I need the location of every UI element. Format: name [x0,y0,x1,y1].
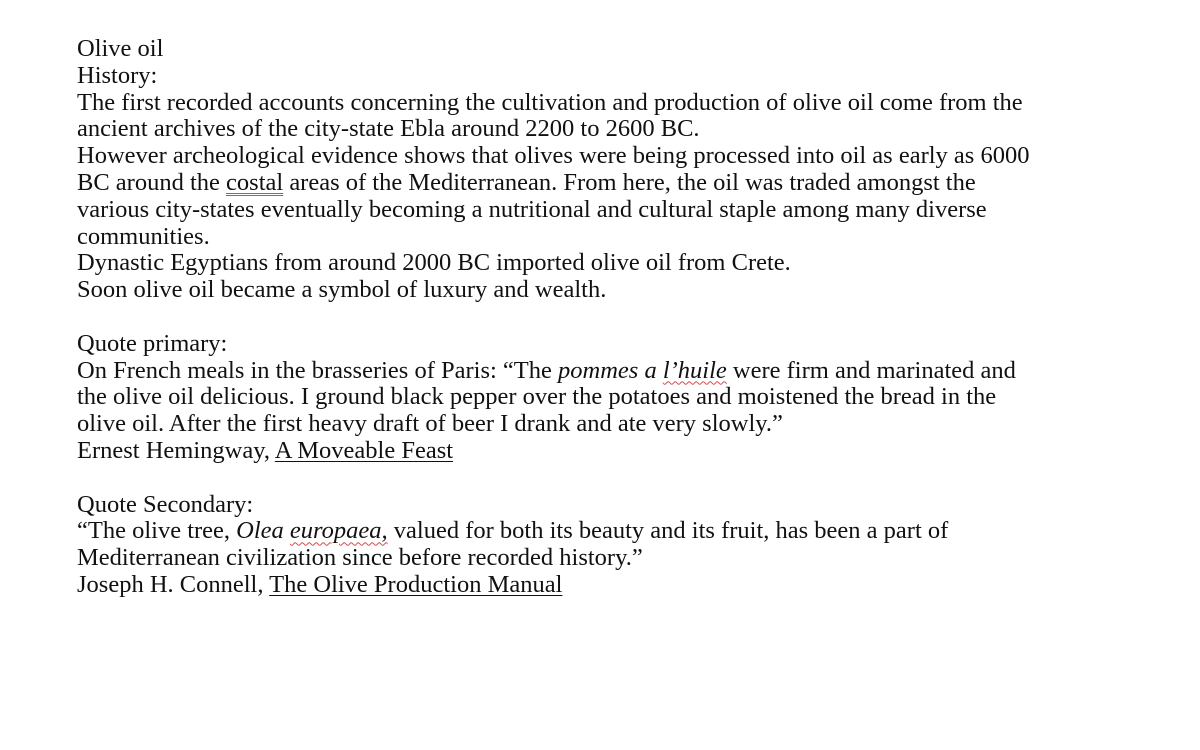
spelling-flagged-word[interactable]: europaea, [289,517,388,545]
history-paragraph-1-line-1: The first recorded accounts concerning the cultivation and production of olive oil come from the [77,88,1023,116]
history-paragraph-4: Soon olive oil became a symbol of luxury and wealth. [77,276,607,304]
text-run: BC around the [77,168,227,196]
work-title: The Olive Production Manual [269,570,563,598]
history-paragraph-2-line-1: However archeological evidence shows that olives were being processed into oil as early as 6000 [77,142,1030,170]
text-run: On French meals in the brasseries of Paris: “The [77,356,559,384]
history-paragraph-1-line-2: ancient archives of the city-state Ebla around 2200 to 2600 BC. [77,115,700,143]
quote-primary-attribution [77,438,1137,465]
history-paragraph-2-line-2 [77,170,1137,197]
document-title: Olive oil [77,35,164,62]
spelling-flagged-word[interactable]: l’huile [662,356,727,384]
quote-secondary-line-1 [77,518,1137,545]
quote-primary-line-2: the olive oil delicious. I ground black pepper over the potatoes and moistened the bread in the [77,383,997,411]
attribution-author: Ernest Hemingway, [77,436,275,464]
history-paragraph-2-line-4: communities. [77,222,210,250]
grammar-flagged-word[interactable]: costal [226,168,284,196]
quote-primary-line-3: olive oil. After the first heavy draft of beer I drank and ate very slowly.” [77,410,783,438]
text-run: “The olive tree, [77,517,237,545]
history-heading: History: [77,61,158,89]
quote-secondary-attribution [77,572,1137,599]
quote-secondary-line-2: Mediterranean civilization since before recorded history.” [77,544,643,572]
empty-line [77,465,1137,492]
attribution-author: Joseph H. Connell, [77,570,270,598]
empty-line [77,304,1137,331]
history-paragraph-3: Dynastic Egyptians from around 2000 BC imported olive oil from Crete. [77,249,791,277]
document-body[interactable] [77,36,1137,599]
text-run: valued for both its beauty and its fruit, has been a part of [387,517,949,545]
italic-text: pommes a [558,356,663,384]
quote-primary-heading: Quote primary: [77,329,228,357]
quote-primary-line-1 [77,358,1137,385]
italic-text: Olea [236,517,290,545]
text-run: areas of the Mediterranean. From here, the oil was traded amongst the [283,168,976,196]
quote-secondary-heading: Quote Secondary: [77,490,254,518]
history-paragraph-2-line-3: various city-states eventually becoming a nutritional and cultural staple among many diverse [77,195,987,223]
text-run: were firm and marinated and [726,356,1016,384]
work-title: A Moveable Feast [274,436,454,464]
